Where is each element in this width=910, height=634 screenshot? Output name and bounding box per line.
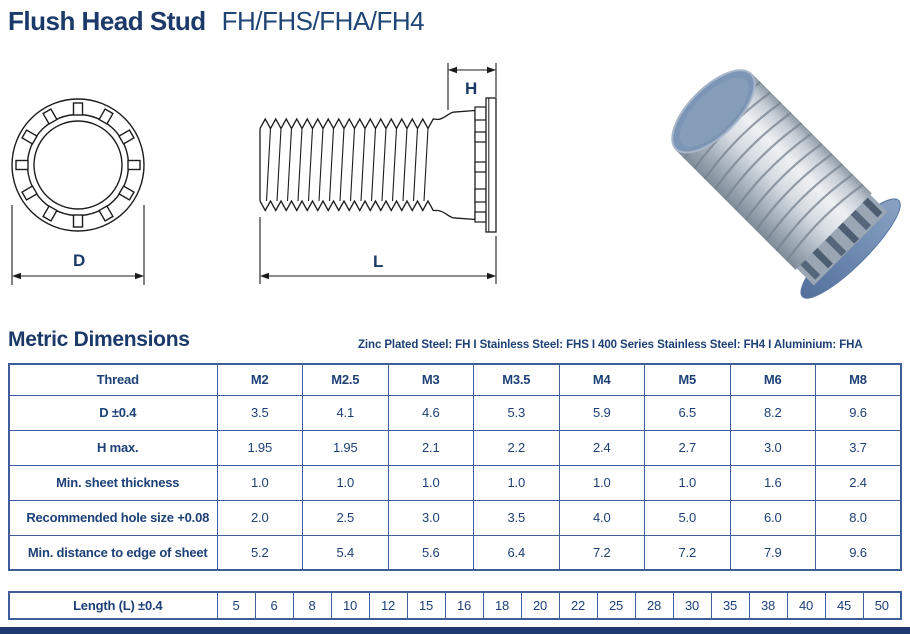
metric-value: 1.6 <box>730 465 816 500</box>
metric-value: 7.9 <box>730 535 816 570</box>
row-label: Recommended hole size +0.08 <box>9 500 217 535</box>
metric-value: 6.0 <box>730 500 816 535</box>
metric-value: 8.0 <box>816 500 902 535</box>
length-dim-label: L <box>373 252 384 271</box>
row-label: H max. <box>9 430 217 465</box>
metric-value: 5.3 <box>474 395 560 430</box>
length-value: 30 <box>673 592 711 619</box>
metric-value: 3.0 <box>388 500 474 535</box>
thread-profile <box>260 119 438 211</box>
length-value: 16 <box>445 592 483 619</box>
table-row <box>9 395 901 430</box>
length-value: 40 <box>787 592 825 619</box>
length-value: 38 <box>749 592 787 619</box>
thread-size-header: M6 <box>730 364 816 395</box>
length-value: 6 <box>255 592 293 619</box>
metric-value: 1.0 <box>559 465 645 500</box>
metric-value: 1.95 <box>217 430 303 465</box>
front-view-dim-label: D <box>73 251 86 270</box>
metric-value: 4.6 <box>388 395 474 430</box>
metric-value: 6.4 <box>474 535 560 570</box>
metric-value: 7.2 <box>645 535 731 570</box>
metric-value: 8.2 <box>730 395 816 430</box>
length-value: 18 <box>483 592 521 619</box>
metric-value: 5.0 <box>645 500 731 535</box>
row-label: D ±0.4 <box>9 395 217 430</box>
table-row <box>9 465 901 500</box>
dimension-arrows <box>260 67 496 279</box>
length-value: 25 <box>597 592 635 619</box>
metric-value: 1.95 <box>303 430 389 465</box>
length-row <box>9 592 901 619</box>
metric-value: 2.2 <box>474 430 560 465</box>
length-value: 10 <box>331 592 369 619</box>
thread-size-header: M2.5 <box>303 364 389 395</box>
thread-header-cell: Thread <box>9 364 217 395</box>
metric-value: 1.0 <box>217 465 303 500</box>
metric-value: 9.6 <box>816 395 902 430</box>
front-view-drawing <box>8 55 168 300</box>
metric-value: 7.2 <box>559 535 645 570</box>
length-value: 35 <box>711 592 749 619</box>
thread-size-header: M5 <box>645 364 731 395</box>
head-height-dim-label: H <box>465 79 478 98</box>
thread-size-header: M8 <box>816 364 902 395</box>
length-value: 20 <box>521 592 559 619</box>
part-code: FH/FHS/FHA/FH4 <box>221 6 425 36</box>
row-label: Min. sheet thickness <box>9 465 217 500</box>
thread-size-header: M3.5 <box>474 364 560 395</box>
side-view-drawing <box>248 55 513 300</box>
length-table <box>8 591 902 620</box>
metric-value: 3.0 <box>730 430 816 465</box>
length-value: 45 <box>825 592 863 619</box>
metric-value: 3.7 <box>816 430 902 465</box>
length-value: 22 <box>559 592 597 619</box>
section-heading: Metric Dimensions <box>8 328 190 351</box>
footer-accent-bar <box>0 627 910 634</box>
length-value: 28 <box>635 592 673 619</box>
metric-value: 3.5 <box>217 395 303 430</box>
metric-value: 2.4 <box>559 430 645 465</box>
length-value: 12 <box>369 592 407 619</box>
table-row <box>9 430 901 465</box>
metric-dimensions-table <box>8 363 902 571</box>
product-photo <box>640 38 908 303</box>
length-value: 50 <box>863 592 901 619</box>
metric-value: 2.0 <box>217 500 303 535</box>
metric-value: 5.6 <box>388 535 474 570</box>
metric-value: 2.4 <box>816 465 902 500</box>
metric-value: 5.4 <box>303 535 389 570</box>
metric-value: 2.5 <box>303 500 389 535</box>
metric-value: 4.1 <box>303 395 389 430</box>
metric-value: 5.2 <box>217 535 303 570</box>
page-header <box>8 6 424 37</box>
thread-size-header: M4 <box>559 364 645 395</box>
metric-value: 3.5 <box>474 500 560 535</box>
metric-value: 1.0 <box>474 465 560 500</box>
metric-value: 4.0 <box>559 500 645 535</box>
metric-value: 1.0 <box>388 465 474 500</box>
thread-size-header: M3 <box>388 364 474 395</box>
metric-value: 2.1 <box>388 430 474 465</box>
metric-value: 5.9 <box>559 395 645 430</box>
metric-value: 2.7 <box>645 430 731 465</box>
metric-value: 9.6 <box>816 535 902 570</box>
table-row <box>9 500 901 535</box>
length-row-label: Length (L) ±0.4 <box>9 592 217 619</box>
metric-value: 1.0 <box>645 465 731 500</box>
length-value: 5 <box>217 592 255 619</box>
length-value: 8 <box>293 592 331 619</box>
metric-value: 1.0 <box>303 465 389 500</box>
table-row <box>9 535 901 570</box>
page-title: Flush Head Stud <box>8 6 206 36</box>
row-label: Min. distance to edge of sheet <box>9 535 217 570</box>
metric-value: 6.5 <box>645 395 731 430</box>
materials-note: Zinc Plated Steel: FH I Stainless Steel: FHS I 400 Series Stainless Steel: FH4 I Aluminium: FHA <box>358 339 863 351</box>
thread-size-header: M2 <box>217 364 303 395</box>
length-value: 15 <box>407 592 445 619</box>
